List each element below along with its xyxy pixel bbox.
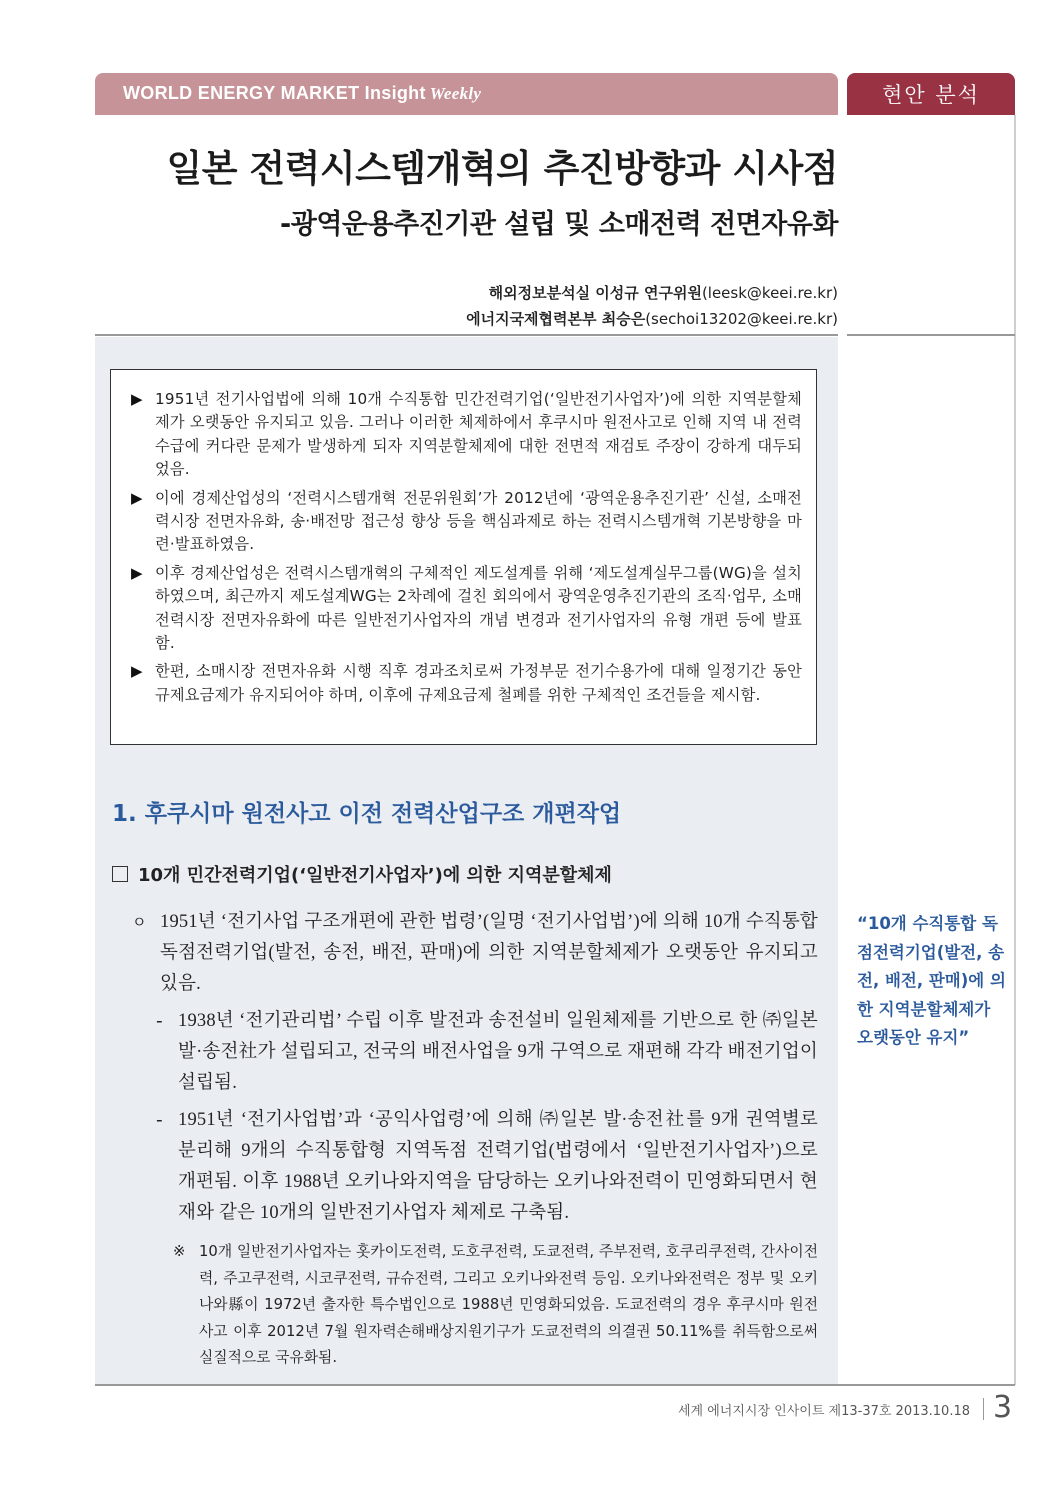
reference-mark-icon: ※ — [173, 1243, 186, 1260]
arrow-icon: ▶ — [131, 662, 143, 681]
paragraph-text: 1951년 ‘전기사업 구조개편에 관한 법령’(일명 ‘전기사업법’)에 의해 10개 수직통합 독점전력기업(발전, 송전, 배전, 판매)에 의한 지역분할체제가 오랫동안 유지되고 있음. — [160, 912, 818, 994]
right-rule — [1014, 115, 1016, 1385]
article-title: 일본 전력시스템개혁의 추진방향과 시사점 — [166, 147, 838, 190]
title-divider — [95, 334, 838, 336]
summary-box — [110, 369, 817, 745]
body-paragraph — [156, 1006, 818, 1099]
body-paragraph — [156, 1105, 818, 1229]
page-number: 3 — [993, 1390, 1013, 1425]
dash-bullet: - — [156, 1011, 163, 1032]
sub-heading-text: 10개 민간전력기업(‘일반전기사업자’)에 의한 지역분할체제 — [138, 865, 612, 886]
author-email: (sechoi13202@keei.re.kr) — [645, 310, 838, 328]
summary-text: 1951년 전기사업법에 의해 10개 수직통합 민간전력기업(‘일반전기사업자’)에 의한 지역분할체제가 오랫동안 유지되고 있음. 그러나 이러한 체제하에서 후쿠시마 원전사고로 인해 지역 내 전력수급에 커다란 문제가 발생하게 되자 지역분할체제에 대한 전면적 재검토 주장이 강하게 대두되었음. — [155, 390, 802, 479]
section-tag: 현안 분석 — [847, 73, 1015, 115]
publication-weekly: Weekly — [429, 84, 482, 103]
summary-text: 한편, 소매시장 전면자유화 시행 직후 경과조치로써 가정부문 전기수용가에 대해 일정기간 동안 규제요금제가 유지되어야 하며, 이후에 규제요금제 철폐를 위한 구체적인 조건들을 제시함. — [155, 662, 802, 704]
header-bar — [95, 73, 838, 115]
body-paragraph — [132, 907, 818, 1000]
summary-text: 이에 경제산업성의 ‘전력시스템개혁 전문위원회’가 2012년에 ‘광역운용추진기관’ 신설, 소매전력시장 전면자유화, 송·배전망 접근성 향상 등을 핵심과제로 하는 전력시스템개혁 기본방향을 마련·발표하였음. — [155, 488, 802, 554]
pull-quote: “10개 수직통합 독점전력기업(발전, 송전, 배전, 판매)에 의한 지역분할체제가 오랫동안 유지” — [857, 914, 1006, 1047]
arrow-icon: ▶ — [131, 488, 143, 507]
article-subtitle: -광역운용추진기관 설립 및 소매전력 전면자유화 — [280, 209, 838, 240]
author-line — [95, 282, 838, 303]
footer-rule — [95, 1384, 1015, 1386]
author-name: 에너지국제협력본부 최승은 — [466, 310, 646, 328]
paragraph-text: 1938년 ‘전기관리법’ 수립 이후 발전과 송전설비 일원체제를 기반으로 한 ㈜일본 발·송전社가 설립되고, 전국의 배전사업을 9개 구역으로 재편해 각각 배전기업이 설립됨. — [178, 1011, 818, 1093]
author-line — [95, 308, 838, 329]
summary-item — [131, 562, 802, 656]
summary-item — [131, 487, 802, 557]
author-name: 해외정보분석실 이성규 연구위원 — [488, 284, 702, 302]
side-divider — [847, 334, 1015, 336]
publication-name: WORLD ENERGY MARKET Insight — [123, 83, 426, 103]
publication-title — [123, 83, 481, 104]
arrow-icon: ▶ — [131, 390, 143, 408]
footer-separator — [983, 1398, 984, 1420]
footnote-text: 10개 일반전기사업자는 홋카이도전력, 도호쿠전력, 도쿄전력, 주부전력, 호쿠리쿠전력, 간사이전력, 주고쿠전력, 시코쿠전력, 규슈전력, 그리고 오키나와전력 등임. 오키나와전력은 정부 및 오키나와縣이 1972년 출자한 특수법인으로 1988년 민영화되었음. 도쿄전력의 경우 후쿠시마 원전사고 이후 2012년 7월 원자력손해배상지원기구가 도쿄전력의 의결권 50.11%를 취득함으로써 실질적으로 국유화됨. — [199, 1243, 818, 1366]
sub-heading — [112, 861, 612, 887]
paragraph-text: 1951년 ‘전기사업법’과 ‘공익사업령’에 의해 ㈜일본 발·송전社를 9개 권역별로 분리해 9개의 수직통합형 지역독점 전력기업(법령에서 ‘일반전기사업자’)으로 개편됨. 이후 1988년 오키나와지역을 담당하는 오키나와전력이 민영화되면서 현재와 같은 10개의 일반전기사업자 체제로 구축됨. — [178, 1110, 818, 1223]
checkbox-square-icon — [112, 866, 128, 882]
footnote — [173, 1239, 818, 1372]
summary-item — [131, 388, 802, 482]
author-email: (leesk@keei.re.kr) — [701, 284, 838, 302]
dash-bullet: - — [156, 1110, 163, 1131]
arrow-icon: ▶ — [131, 563, 143, 582]
footer-text: 세계 에너지시장 인사이트 제13-37호 2013.10.18 — [678, 1404, 970, 1419]
section-heading: 1. 후쿠시마 원전사고 이전 전력산업구조 개편작업 — [112, 801, 622, 827]
summary-text: 이후 경제산업성은 전력시스템개혁의 구체적인 제도설계를 위해 ‘제도설계실무그룹(WG)을 설치하였으며, 최근까지 제도설계WG는 2차례에 걸친 회의에서 광역운영추진기관의 조직·업무, 소매전력시장 전면자유화에 따른 일반전기사업자의 개념 변경과 전기사업자의 유형 개편 등에 발표함. — [155, 563, 802, 653]
circle-bullet-icon: ㅇ — [132, 913, 147, 931]
summary-item — [131, 660, 802, 707]
